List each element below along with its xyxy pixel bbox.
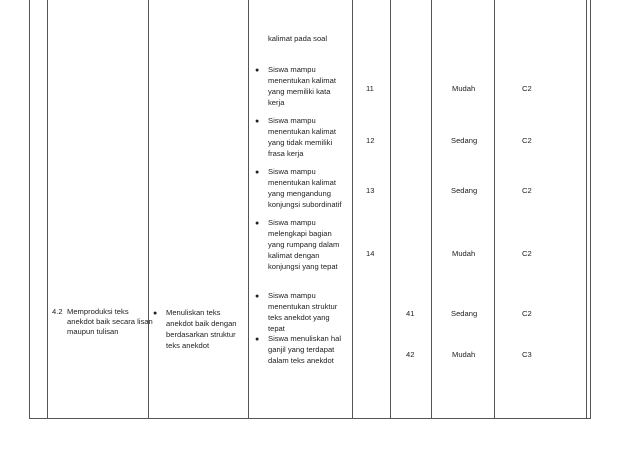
bullet-icon: ● <box>255 118 260 125</box>
item-line: menentukan struktur <box>268 302 338 311</box>
item-line: melengkapi bagian <box>268 229 332 238</box>
indicator-line: teks anekdot <box>166 341 210 350</box>
item-line: menentukan kalimat <box>268 178 336 187</box>
column-divider <box>47 0 48 419</box>
table-border-left <box>29 0 30 419</box>
column-divider <box>390 0 391 419</box>
difficulty-level: Mudah <box>452 249 476 258</box>
item-line: tepat <box>268 324 285 333</box>
item-line: yang mengandung <box>268 189 331 198</box>
indicator-line: Menuliskan teks <box>166 308 221 317</box>
item-line: konjungsi yang tepat <box>268 262 338 271</box>
top-fragment: kalimat pada soal <box>268 34 328 43</box>
competency-line: Memproduksi teks <box>67 307 129 316</box>
item-number: 13 <box>366 186 375 195</box>
column-divider <box>248 0 249 419</box>
item-line: yang rumpang dalam <box>268 240 340 249</box>
bullet-icon: ● <box>255 169 260 176</box>
cognitive-level: C2 <box>522 249 532 258</box>
bullet-icon: ● <box>255 336 260 343</box>
indicator-line: anekdot baik dengan <box>166 319 237 328</box>
item-number: 14 <box>366 249 375 258</box>
cognitive-level: C3 <box>522 350 532 359</box>
item-line: yang tidak memiliki <box>268 138 333 147</box>
item-line: Siswa menuliskan hal <box>268 334 342 343</box>
item-line: Siswa mampu <box>268 167 316 176</box>
cognitive-level: C2 <box>522 84 532 93</box>
item-line: Siswa mampu <box>268 218 316 227</box>
difficulty-level: Mudah <box>452 84 476 93</box>
column-divider <box>148 0 149 419</box>
bullet-icon: ● <box>255 67 260 74</box>
item-line: Siswa mampu <box>268 291 316 300</box>
table-border-right <box>586 0 587 419</box>
item-line: teks anekdot yang <box>268 313 330 322</box>
item-line: menentukan kalimat <box>268 127 336 136</box>
item-line: Siswa mampu <box>268 65 316 74</box>
competency-number: 4.2 <box>52 307 63 316</box>
difficulty-level: Sedang <box>451 136 478 145</box>
item-number: 42 <box>406 350 415 359</box>
cognitive-level: C2 <box>522 309 532 318</box>
cognitive-level: C2 <box>522 136 532 145</box>
bullet-icon: ● <box>255 220 260 227</box>
indicator-line: berdasarkan struktur <box>166 330 236 339</box>
bullet-icon: ● <box>255 293 260 300</box>
cognitive-level: C2 <box>522 186 532 195</box>
column-divider <box>352 0 353 419</box>
column-divider <box>494 0 495 419</box>
item-line: konjungsi subordinatif <box>268 200 342 209</box>
competency-line: anekdot baik secara lisan <box>67 317 153 326</box>
item-line: menentukan kalimat <box>268 76 336 85</box>
difficulty-level: Mudah <box>452 350 476 359</box>
item-line: kalimat dengan <box>268 251 320 260</box>
bullet-icon: ● <box>153 310 158 317</box>
item-line: ganjil yang terdapat <box>268 345 335 354</box>
item-line: kerja <box>268 98 285 107</box>
competency-line: maupun tulisan <box>67 327 119 336</box>
difficulty-level: Sedang <box>451 309 478 318</box>
item-number: 11 <box>366 84 374 93</box>
item-line: yang memiliki kata <box>268 87 331 96</box>
difficulty-level: Sedang <box>451 186 478 195</box>
item-line: Siswa mampu <box>268 116 316 125</box>
item-line: frasa kerja <box>268 149 304 158</box>
table-border-right-inner <box>590 0 591 419</box>
column-divider <box>431 0 432 419</box>
item-number: 12 <box>366 136 375 145</box>
table-bottom-border <box>29 418 591 419</box>
item-line: dalam teks anekdot <box>268 356 334 365</box>
item-number: 41 <box>406 309 415 318</box>
